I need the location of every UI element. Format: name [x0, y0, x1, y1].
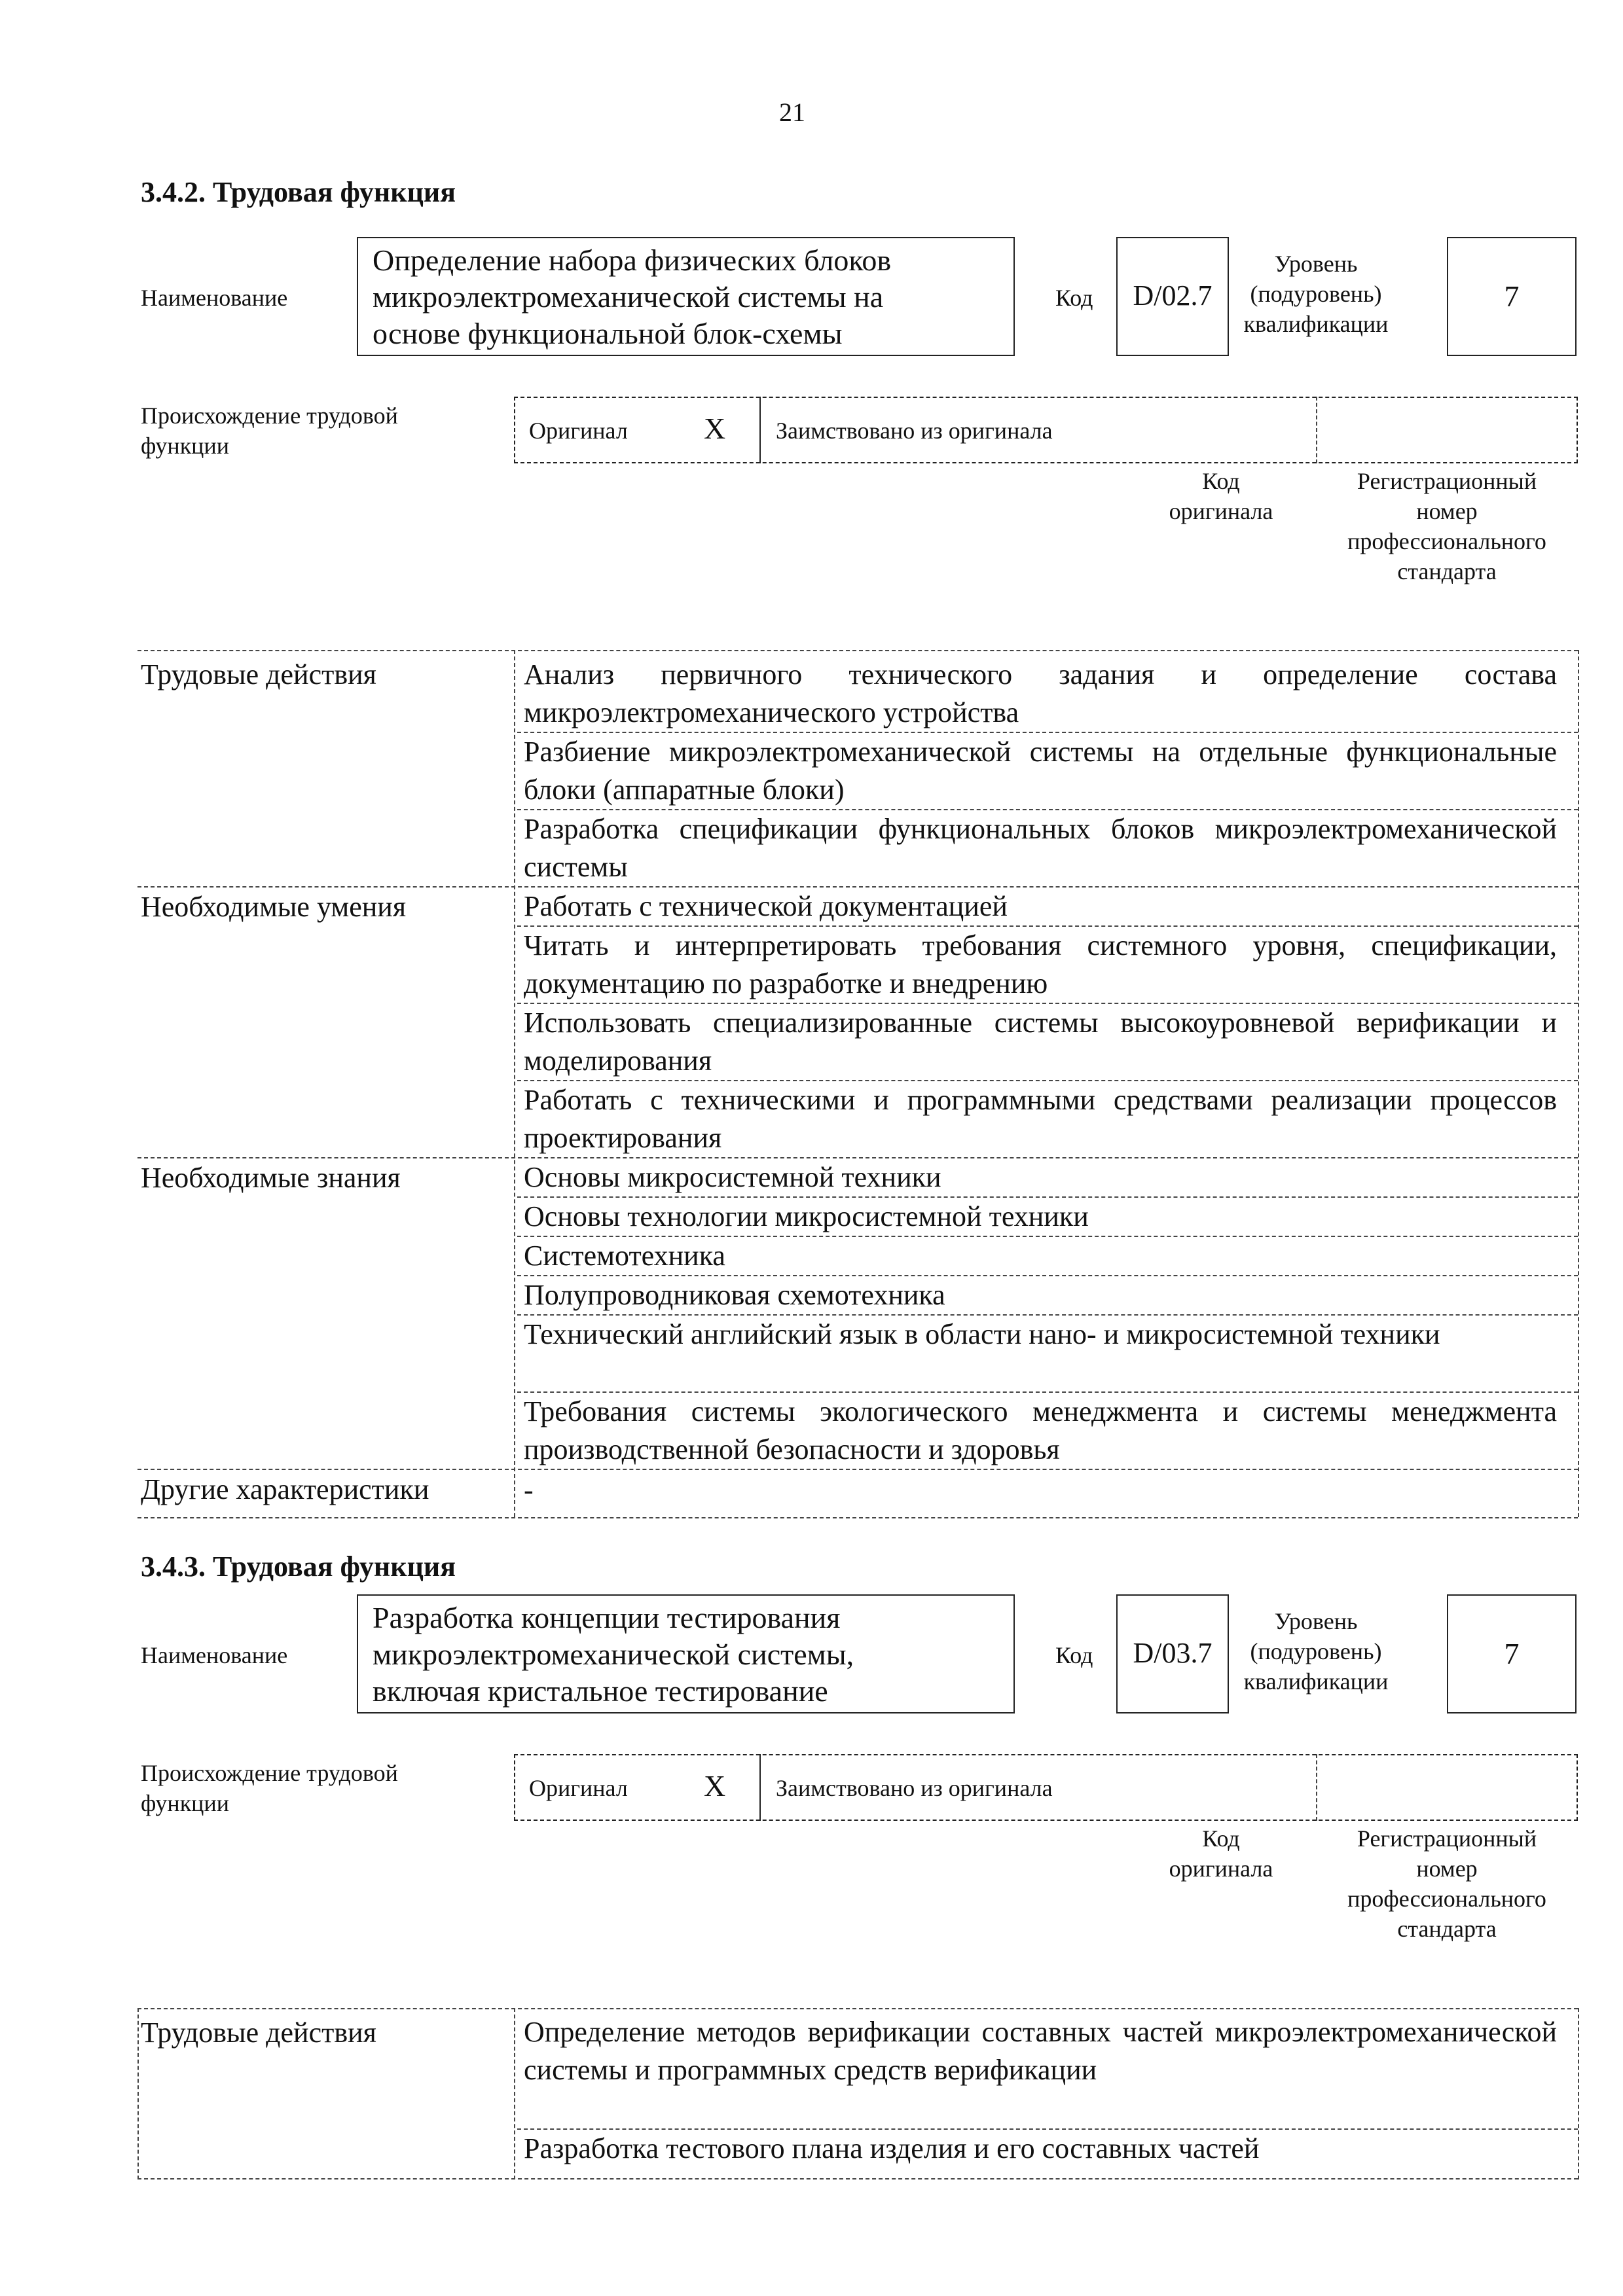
- action-item: Анализ первичного технического задания и определение состава микроэлектромеханического устройства: [524, 658, 1557, 728]
- caption-line: оригинала: [1169, 1856, 1273, 1882]
- level-label-line: Уровень: [1274, 1608, 1358, 1634]
- knowledge-item: Системотехника: [524, 1240, 725, 1272]
- function-name-line: микроэлектромеханической системы на: [373, 280, 884, 314]
- origin-label: [141, 1758, 398, 1818]
- knowledge-label: Необходимые знания: [141, 1162, 401, 1194]
- caption-line: оригинала: [1169, 498, 1273, 524]
- original-mark: X: [704, 412, 726, 445]
- level-value: 7: [1504, 1637, 1520, 1670]
- level-label: [1231, 1606, 1401, 1696]
- knowledge-item: Требования системы экологического менеджмента и системы менеджмента производственной безопасности и здоровья: [524, 1395, 1557, 1465]
- knowledge-item: Технический английский язык в области нано- и микросистемной техники: [524, 1318, 1440, 1350]
- caption-line: Регистрационный: [1357, 468, 1537, 494]
- page-number: 21: [779, 98, 805, 127]
- caption-line: Код: [1202, 468, 1240, 494]
- actions-label: Трудовые действия: [141, 2017, 376, 2049]
- section-title: 3.4.2. Трудовая функция: [141, 176, 456, 208]
- code-label: Код: [1055, 1642, 1093, 1668]
- caption-line: Регистрационный: [1357, 1825, 1537, 1852]
- borrowed-label: Заимствовано из оригинала: [776, 418, 1053, 444]
- level-box: [1447, 1594, 1577, 1713]
- action-item: Разработка тестового плана изделия и его составных частей: [524, 2132, 1260, 2164]
- caption-line: профессионального: [1347, 1886, 1546, 1912]
- function-name-line: микроэлектромеханической системы,: [373, 1638, 854, 1671]
- code-value: D/03.7: [1133, 1637, 1213, 1669]
- knowledge-item: Основы технологии микросистемной техники: [524, 1200, 1089, 1232]
- origin-label-line: Происхождение трудовой: [141, 403, 398, 429]
- skill-item: Читать и интерпретировать требования системного уровня, спецификации, документацию по разработке и внедрению: [524, 929, 1557, 999]
- level-value: 7: [1504, 279, 1520, 313]
- skill-item: Использовать специализированные системы высокоуровневой верификации и моделирования: [524, 1007, 1557, 1077]
- original-label: Оригинал: [529, 1775, 628, 1801]
- origin-label: [141, 401, 398, 461]
- action-item: Определение методов верификации составных частей микроэлектромеханической системы и программных средств верификации: [524, 2016, 1557, 2086]
- name-label: Наименование: [141, 285, 288, 311]
- reg-caption: [1322, 1823, 1571, 1944]
- caption-line: номер: [1416, 498, 1478, 524]
- origin-label-line: Происхождение трудовой: [141, 1760, 398, 1786]
- caption-line: стандарта: [1397, 558, 1497, 584]
- actions-label: Трудовые действия: [141, 658, 376, 691]
- caption-line: Код: [1202, 1825, 1240, 1852]
- code-label: Код: [1055, 285, 1093, 311]
- function-name-line: Определение набора физических блоков: [373, 243, 892, 277]
- other-label: Другие характеристики: [141, 1473, 429, 1505]
- code-value: D/02.7: [1133, 279, 1213, 312]
- caption-line: стандарта: [1397, 1916, 1497, 1942]
- caption-line: номер: [1416, 1856, 1478, 1882]
- skills-label: Необходимые умения: [141, 891, 407, 923]
- borrowed-label: Заимствовано из оригинала: [776, 1775, 1053, 1801]
- knowledge-item: Полупроводниковая схемотехника: [524, 1279, 945, 1311]
- original-mark: X: [704, 1769, 726, 1803]
- reg-caption: [1322, 466, 1571, 586]
- origin-label-line: функции: [141, 433, 229, 459]
- level-label-line: (подуровень): [1250, 1638, 1382, 1664]
- action-item: Разработка спецификации функциональных блоков микроэлектромеханической системы: [524, 813, 1557, 883]
- level-label: [1231, 249, 1401, 339]
- orig-code-caption: [1139, 466, 1303, 526]
- function-name-line: Разработка концепции тестирования: [373, 1601, 841, 1634]
- function-name-box: [357, 237, 1015, 356]
- skill-item: Работать с техническими и программными средствами реализации процессов проектирования: [524, 1084, 1557, 1154]
- code-box: [1116, 237, 1229, 356]
- level-label-line: Уровень: [1274, 251, 1358, 277]
- function-name-line: основе функциональной блок-схемы: [373, 317, 843, 350]
- knowledge-item: Основы микросистемной техники: [524, 1161, 941, 1193]
- original-label: Оригинал: [529, 418, 628, 444]
- other-value: -: [524, 1474, 534, 1506]
- level-label-line: квалификации: [1243, 1668, 1389, 1695]
- code-box: [1116, 1594, 1229, 1713]
- level-label-line: (подуровень): [1250, 281, 1382, 307]
- name-label: Наименование: [141, 1642, 288, 1668]
- level-label-line: квалификации: [1243, 311, 1389, 337]
- skill-item: Работать с технической документацией: [524, 890, 1008, 922]
- function-name-box: [357, 1594, 1015, 1713]
- orig-code-caption: [1139, 1823, 1303, 1884]
- caption-line: профессионального: [1347, 528, 1546, 554]
- section-title: 3.4.3. Трудовая функция: [141, 1551, 456, 1583]
- function-name-line: включая кристальное тестирование: [373, 1674, 828, 1708]
- level-box: [1447, 237, 1577, 356]
- action-item: Разбиение микроэлектромеханической системы на отдельные функциональные блоки (аппаратные блоки): [524, 736, 1557, 806]
- origin-label-line: функции: [141, 1790, 229, 1816]
